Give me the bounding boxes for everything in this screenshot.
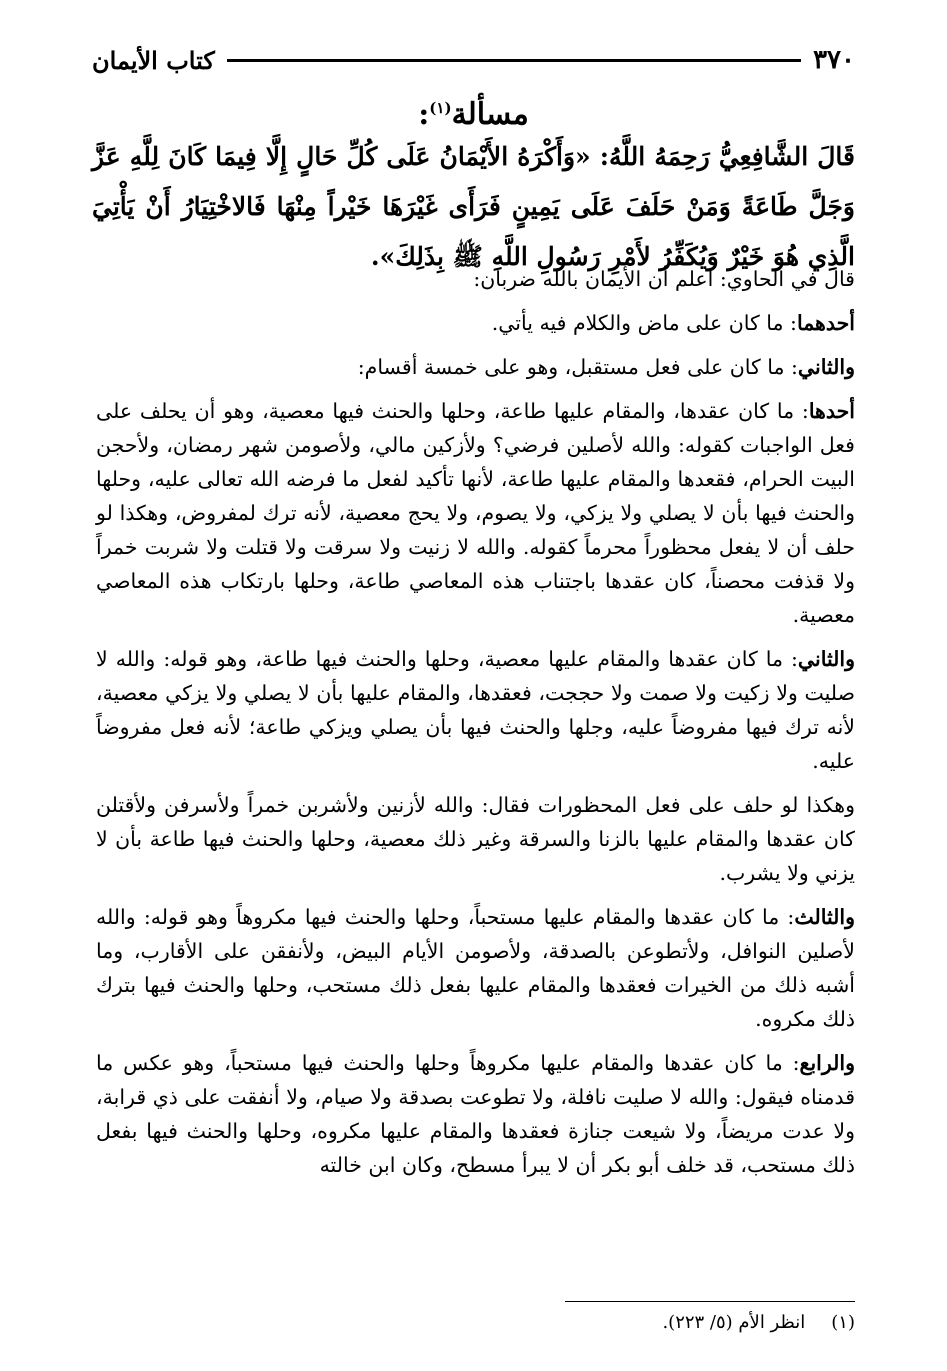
paragraph-lead: أحدهما (796, 311, 855, 335)
paragraph-text: : ما كان عقدها والمقام عليها مكروهاً وحلها والحنث فيها مستحباً، وهو عكس ما قدمناه فيقول: والله لا صليت نافلة، ولا تطوعت بصدقة ولا صيام، ولا أنفقت على ذي قرابة، ولا عدت مريضاً، ولا شيعت جنازة فعقدها والمقام عليها مكروه، وحلها والحنث فيها بفعل ذلك مستحب، قد خلف أبو بكر أن لا يبرأ مسطح، وكان ابن خالته (96, 1051, 855, 1177)
footnote-text: انظر الأم (٥/ ٢٢٣). (662, 1312, 806, 1333)
running-header (92, 40, 855, 80)
shafii-quote: قَالَ الشَّافِعِيُّ رَحِمَهُ اللَّهُ: «وَأَكْرَهُ الأَيْمَانُ عَلَى كُلِّ حَالٍ إِلَّا فِيمَا كَانَ لِلَّهِ عَزَّ وَجَلَّ طَاعَةً وَمَنْ حَلَفَ عَلَى يَمِينٍ فَرَأَى غَيْرَهَا خَيْراً مِنْهَا فَالاخْتِيَارُ أَنْ يَأْتِيَ الَّذِي هُوَ خَيْرٌ وَيُكَفِّرُ لأَمْرِ رَسُولِ اللَّهِ ﷺ بِذَلِكَ». (92, 142, 855, 271)
paragraph (96, 262, 855, 296)
paragraph (96, 350, 855, 384)
paragraph-text: : ما كان عقدها والمقام عليها معصية، وحلها والحنث فيها طاعة، وهو قوله: والله لا صليت ولا زكيت ولا صمت ولا حججت، فعقدها، والمقام عليها بأن لا يصلي ولا يزكي معصية، لأنه ترك فيها مفروضاً عليه، وجلها والحنث فيها بأن يصلي ويزكي طاعة؛ لأنه فعل مفروضاً عليه. (96, 647, 855, 773)
paragraph-text: قال في الحاوي: اعلم أن الأيمان بالله ضربان: (473, 267, 855, 291)
page-number: ٣٧٠ (813, 45, 855, 75)
paragraph (96, 788, 855, 890)
footnote-mark: (١) (831, 1312, 855, 1333)
footnote-rule (565, 1301, 855, 1302)
paragraph-lead: أحدها (808, 399, 855, 423)
footnote (92, 1308, 855, 1338)
paragraph (96, 306, 855, 340)
body-text (96, 262, 855, 1192)
paragraph (96, 1046, 855, 1182)
book-title: كتاب الأيمان (92, 45, 215, 75)
paragraph (96, 900, 855, 1036)
section-title (92, 86, 855, 137)
section-title-colon: : (418, 97, 430, 132)
paragraph-text: : ما كان على فعل مستقبل، وهو على خمسة أقسام: (357, 355, 798, 379)
paragraph-text: : ما كان عقدها والمقام عليها مستحباً، وحلها والحنث فيها مكروهاً وهو قوله: والله لأصلين النوافل، ولأتطوعن بالصدقة، ولأصومن الأيام البيض، ولأنفقن على الأقارب، وما أشبه ذلك من الخيرات فعقدها والمقام عليها بفعل ذلك مستحب، وحلها والحنث فيها بترك ذلك مكروه. (96, 905, 855, 1031)
paragraph (96, 394, 855, 632)
paragraph-lead: والثاني (797, 355, 855, 379)
section-title-text: مسألة (451, 97, 529, 132)
paragraph-text: وهكذا لو حلف على فعل المحظورات فقال: والله لأزنين ولأشربن خمراً ولأسرفن ولأقتلن كان عقدها والمقام عليها بالزنا والسرقة وغير ذلك معصية، وحلها والحنث فيها طاعة بأن لا يزني ولا يشرب. (96, 793, 855, 885)
footnote-reference: (١) (429, 99, 452, 117)
header-rule (227, 59, 801, 62)
paragraph-lead: والثالث (794, 905, 855, 929)
paragraph (96, 642, 855, 778)
paragraph-lead: والثاني (797, 647, 855, 671)
paragraph-text: : ما كان عقدها، والمقام عليها طاعة، وحلها والحنث فيها معصية، وهو أن يحلف على فعل الواجبات كقوله: والله لأصلين فرضي؟ ولأزكين مالي، ولأصومن شهر رمضان، ولأحجن البيت الحرام، فقعدها والمقام عليها طاعة، لأنها تأكيد لفعل ما فرضه الله تعالى عليه، وحلها والحنث فيها بأن لا يصلي ولا يزكي، ولا يصوم، ولا يحج معصية، لأنه ترك لمفروض، وهكذا لو حلف أن لا يفعل محظوراً محرماً كقوله. والله لا زنيت ولا سرقت ولا قتلت ولا شربت خمراً ولا قذفت محصناً، كان عقدها باجتناب هذه المعاصي طاعة، وحلها بارتكاب هذه المعاصي معصية. (96, 399, 855, 627)
paragraph-text: : ما كان على ماض والكلام فيه يأتي. (491, 311, 797, 335)
paragraph-lead: والرابع (799, 1051, 855, 1075)
